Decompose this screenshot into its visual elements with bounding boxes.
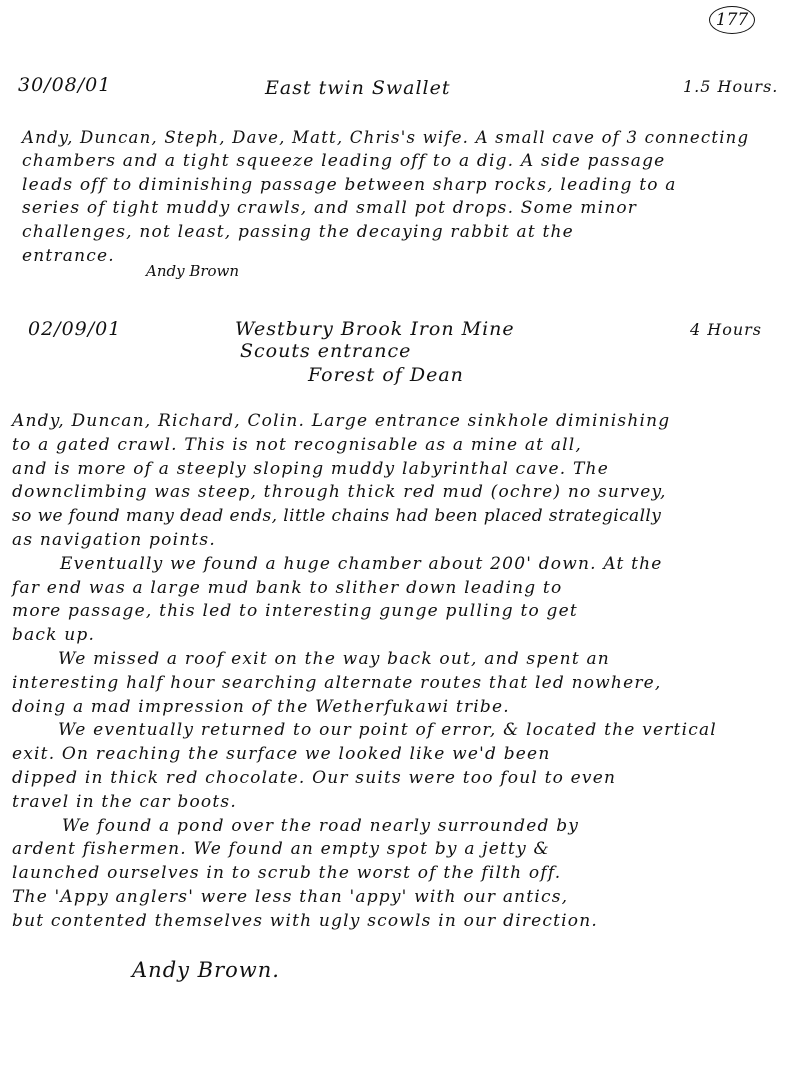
entry1-line: leads off to diminishing passage between sharp rocks, leading to a — [22, 174, 677, 195]
entry1-line: Andy, Duncan, Steph, Dave, Matt, Chris's wife. A small cave of 3 connecting — [22, 128, 750, 147]
entry2-line: travel in the car boots. — [12, 791, 237, 812]
entry1-date: 30/08/01 — [18, 74, 112, 96]
entry2-line: far end was a large mud bank to slither down leading to — [12, 577, 563, 598]
entry2-line: exit. On reaching the surface we looked like we'd been — [12, 744, 551, 765]
entry2-line: launched ourselves in to scrub the worst of the filth off. — [12, 863, 562, 884]
entry2-line: more passage, this led to interesting gunge pulling to get — [12, 601, 578, 622]
entry2-line: We missed a roof exit on the way back out, and spent an — [58, 648, 610, 669]
entry2-line: ardent fishermen. We found an empty spot by a jetty & — [12, 839, 550, 860]
entry2-title-line2: Scouts entrance — [240, 340, 412, 362]
entry1-signature: Andy Brown — [146, 262, 240, 280]
entry1-body — [22, 126, 762, 269]
entry2-signature: Andy Brown. — [132, 958, 280, 982]
entry2-duration: 4 Hours — [690, 320, 763, 339]
entry2-line: downclimbing was steep, through thick red mud (ochre) no survey, — [12, 482, 667, 503]
entry2-title-line3: Forest of Dean — [308, 364, 464, 386]
entry2-line: and is more of a steeply sloping muddy labyrinthal cave. The — [12, 458, 609, 479]
entry2-line: so we found many dead ends, little chains had been placed strategically — [12, 506, 662, 527]
entry2-title-line1: Westbury Brook Iron Mine — [235, 318, 515, 340]
entry2-line: interesting half hour searching alternate routes that led nowhere, — [12, 672, 662, 693]
entry2-line: to a gated crawl. This is not recognisable as a mine at all, — [12, 434, 583, 455]
entry2-line: We found a pond over the road nearly surrounded by — [62, 815, 580, 836]
entry2-line: We eventually returned to our point of error, & located the vertical — [58, 720, 717, 741]
entry1-line: challenges, not least, passing the decaying rabbit at the — [22, 222, 574, 243]
entry2-line: back up. — [12, 625, 96, 646]
entry2-line: dipped in thick red chocolate. Our suits were too foul to even — [12, 767, 617, 788]
entry1-line: chambers and a tight squeeze leading off to a dig. A side passage — [22, 150, 666, 171]
entry1-line: entrance. — [22, 245, 115, 266]
entry2-line: Eventually we found a huge chamber about 200' down. At the — [60, 553, 663, 574]
page-number: 177 — [709, 6, 755, 34]
entry1-title: East twin Swallet — [265, 77, 451, 99]
entry2-body — [12, 410, 777, 934]
entry1-duration: 1.5 Hours. — [683, 77, 779, 96]
entry2-line: as navigation points. — [12, 529, 216, 550]
entry2-line: doing a mad impression of the Wetherfukawi tribe. — [12, 696, 510, 717]
entry2-date: 02/09/01 — [28, 318, 122, 340]
entry1-line: series of tight muddy crawls, and small pot drops. Some minor — [22, 198, 638, 219]
entry2-line: The 'Appy anglers' were less than 'appy' with our antics, — [12, 886, 569, 907]
entry2-line: but contented themselves with ugly scowls in our direction. — [12, 910, 598, 931]
entry2-line: Andy, Duncan, Richard, Colin. Large entrance sinkhole diminishing — [12, 411, 671, 431]
